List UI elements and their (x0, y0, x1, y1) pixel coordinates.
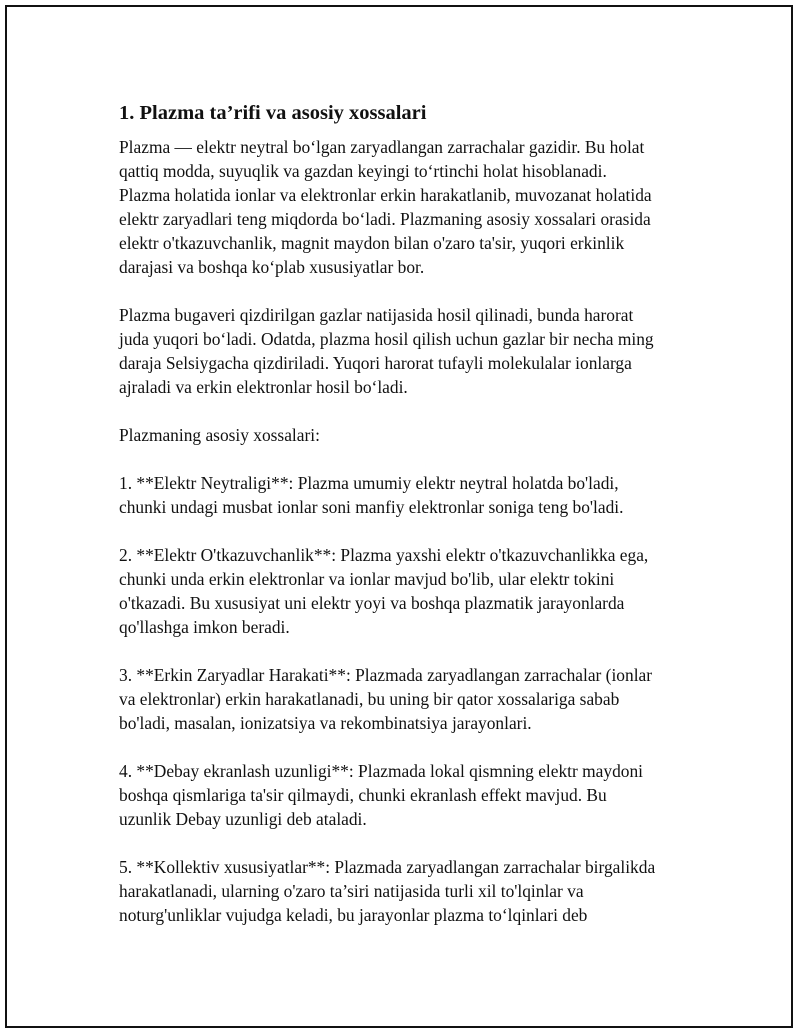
text-line: 4. **Debay ekranlash uzunligi**: Plazmada lokal qismning elektr maydoni (119, 761, 644, 781)
text-line: darajasi va boshqa ko‘plab xususiyatlar bor. (119, 257, 425, 277)
paragraph-formation (119, 303, 699, 399)
list-item-debye-length (119, 759, 699, 831)
document-body (119, 99, 699, 951)
text-line: elektr o'tkazuvchanlik, magnit maydon bilan o'zaro ta'sir, yuqori erkinlik (119, 233, 625, 253)
list-item-free-charges (119, 663, 699, 735)
text-line: chunki undagi musbat ionlar soni manfiy elektronlar soniga teng bo'ladi. (119, 497, 624, 517)
document-page (5, 5, 793, 1028)
text-line: noturg'unliklar vujudga keladi, bu jarayonlar plazma to‘lqinlari deb (119, 905, 588, 925)
text-line: uzunlik Debay uzunligi deb ataladi. (119, 809, 367, 829)
text-line: bo'ladi, masalan, ionizatsiya va rekombinatsiya jarayonlari. (119, 713, 532, 733)
text-line: Plazma bugaveri qizdirilgan gazlar natijasida hosil qilinadi, bunda harorat (119, 305, 634, 325)
text-line: 1. **Elektr Neytraligi**: Plazma umumiy elektr neytral holatda bo'ladi, (119, 473, 619, 493)
text-line: qattiq modda, suyuqlik va gazdan keyingi to‘rtinchi holat hisoblanadi. (119, 161, 607, 181)
text-line: 3. **Erkin Zaryadlar Harakati**: Plazmada zaryadlangan zarrachalar (ionlar (119, 665, 653, 685)
text-line: elektr zaryadlari teng miqdorda bo‘ladi. Plazmaning asosiy xossalari orasida (119, 209, 651, 229)
text-line: chunki unda erkin elektronlar va ionlar mavjud bo'lib, ular elektr tokini (119, 569, 615, 589)
text-line: 2. **Elektr O'tkazuvchanlik**: Plazma yaxshi elektr o'tkazuvchanlikka ega, (119, 545, 649, 565)
text-line: daraja Selsiygacha qizdiriladi. Yuqori harorat tufayli molekulalar ionlarga (119, 353, 632, 373)
text-line: boshqa qismlariga ta'sir qilmaydi, chunki ekranlash effekt mavjud. Bu (119, 785, 607, 805)
section-heading: 1. Plazma ta’rifi va asosiy xossalari (119, 102, 427, 124)
text-line: o'tkazadi. Bu xususiyat uni elektr yoyi va boshqa plazmatik jarayonlarda (119, 593, 625, 613)
text-line: juda yuqori bo‘ladi. Odatda, plazma hosil qilish uchun gazlar bir necha ming (119, 329, 654, 349)
paragraph-definition (119, 135, 699, 279)
text-line: harakatlanadi, ularning o'zaro ta’siri natijasida turli xil to'lqinlar va (119, 881, 584, 901)
text-line: va elektronlar) erkin harakatlanadi, bu uning bir qator xossalariga sabab (119, 689, 620, 709)
text-line: ajraladi va erkin elektronlar hosil bo‘ladi. (119, 377, 408, 397)
text-line: qo'llashga imkon beradi. (119, 617, 290, 637)
text-line: 5. **Kollektiv xususiyatlar**: Plazmada zaryadlangan zarrachalar birgalikda (119, 857, 656, 877)
list-item-neutrality (119, 471, 699, 519)
text-line: Plazmaning asosiy xossalari: (119, 425, 320, 445)
text-line: Plazma holatida ionlar va elektronlar erkin harakatlanib, muvozanat holatida (119, 185, 652, 205)
list-item-collective-properties (119, 855, 699, 927)
paragraph-properties-intro (119, 423, 699, 447)
text-line: Plazma — elektr neytral bo‘lgan zaryadlangan zarrachalar gazidir. Bu holat (119, 137, 645, 157)
list-item-conductivity (119, 543, 699, 639)
